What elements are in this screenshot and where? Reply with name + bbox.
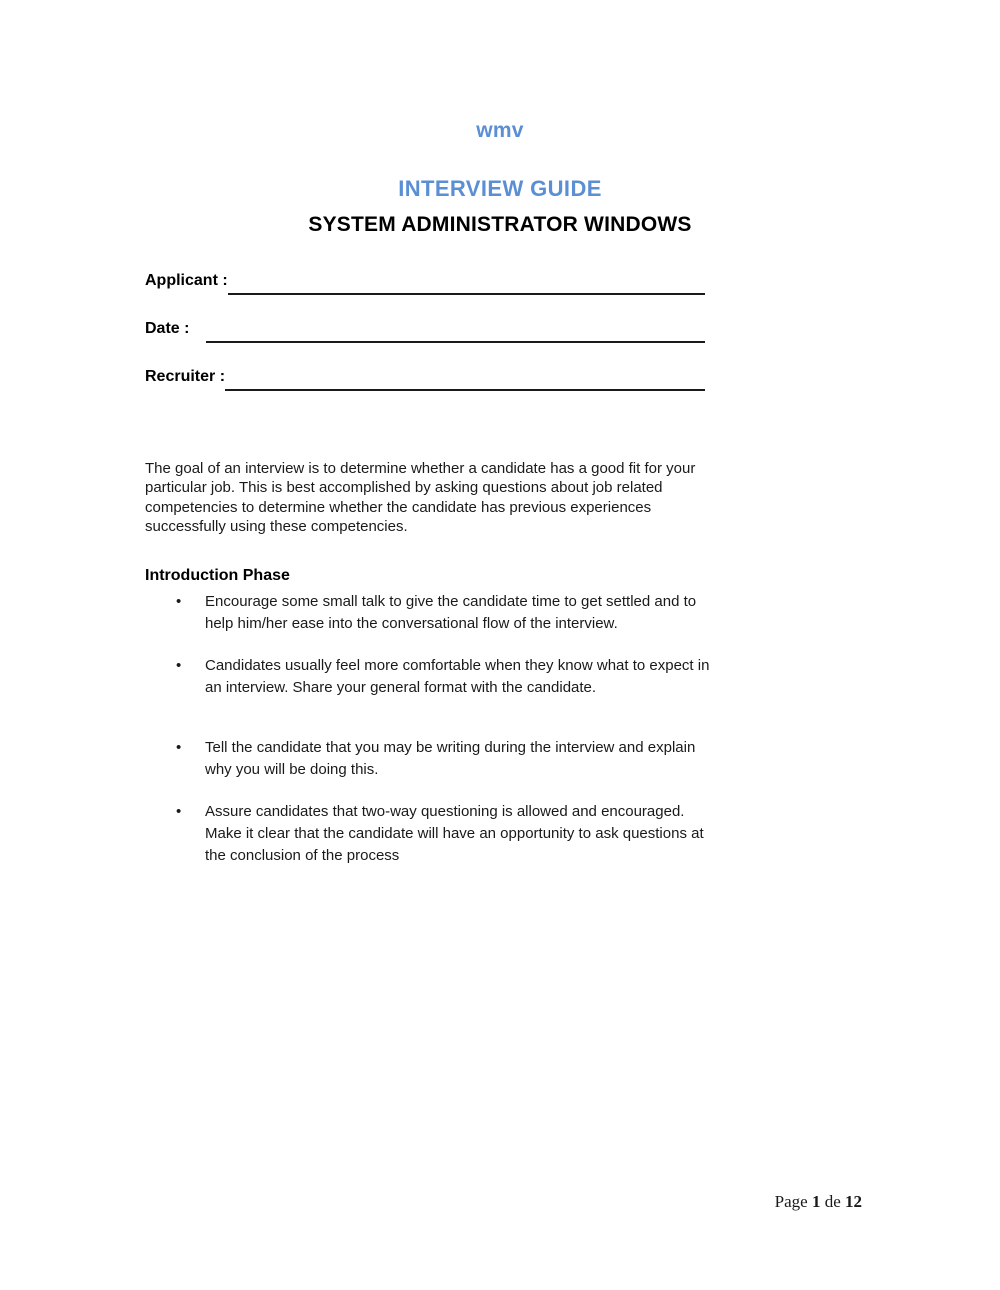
company-logo: wmv [476,119,524,142]
field-row-applicant [145,272,705,296]
applicant-input-rule[interactable] [228,279,705,295]
list-item-text: Assure candidates that two-way questioning is allowed and encouraged. Make it clear that the candidate will have an opportunity to ask questions at the conclusion of the process [205,803,704,865]
applicant-form [145,272,705,416]
date-input-rule[interactable] [206,327,705,343]
list-item [145,655,715,699]
date-label: Date : [145,320,194,337]
bullet-icon: • [176,803,182,821]
intro-paragraph: The goal of an interview is to determine whether a candidate has a good fit for your particular job. This is best accomplished by asking questions about job related competencies to determine whether the candidate has previous experiences successfully using these competencies. [145,460,696,536]
list-item-text: Candidates usually feel more comfortable when they know what to expect in an interview. Share your general format with the candidate. [205,657,710,697]
introduction-phase-bullets [145,591,715,867]
footer-total-pages: 12 [845,1192,862,1211]
bullet-icon: • [176,739,182,757]
bullet-icon: • [176,593,182,611]
bullet-icon: • [176,657,182,675]
footer-current-page: 1 [811,1192,821,1211]
document-kicker: INTERVIEW GUIDE [398,176,602,201]
recruiter-input-rule[interactable] [225,375,705,391]
page-title: SYSTEM ADMINISTRATOR WINDOWS [308,213,692,236]
list-item [145,737,715,781]
applicant-label: Applicant : [145,272,228,289]
footer-prefix: Page [774,1192,812,1211]
recruiter-label: Recruiter : [145,368,226,385]
page-footer [0,1192,862,1212]
field-row-date [145,320,705,344]
section-heading-introduction-phase: Introduction Phase [145,567,290,584]
list-item [145,591,715,635]
footer-separator: de [820,1192,845,1211]
list-item-text: Encourage some small talk to give the candidate time to get settled and to help him/her ease into the conversational flow of the interview. [205,593,697,633]
introduction-phase-section [145,566,715,867]
field-row-recruiter [145,368,705,392]
list-item-text: Tell the candidate that you may be writing during the interview and explain why you will be doing this. [205,739,696,779]
list-item [145,801,715,867]
